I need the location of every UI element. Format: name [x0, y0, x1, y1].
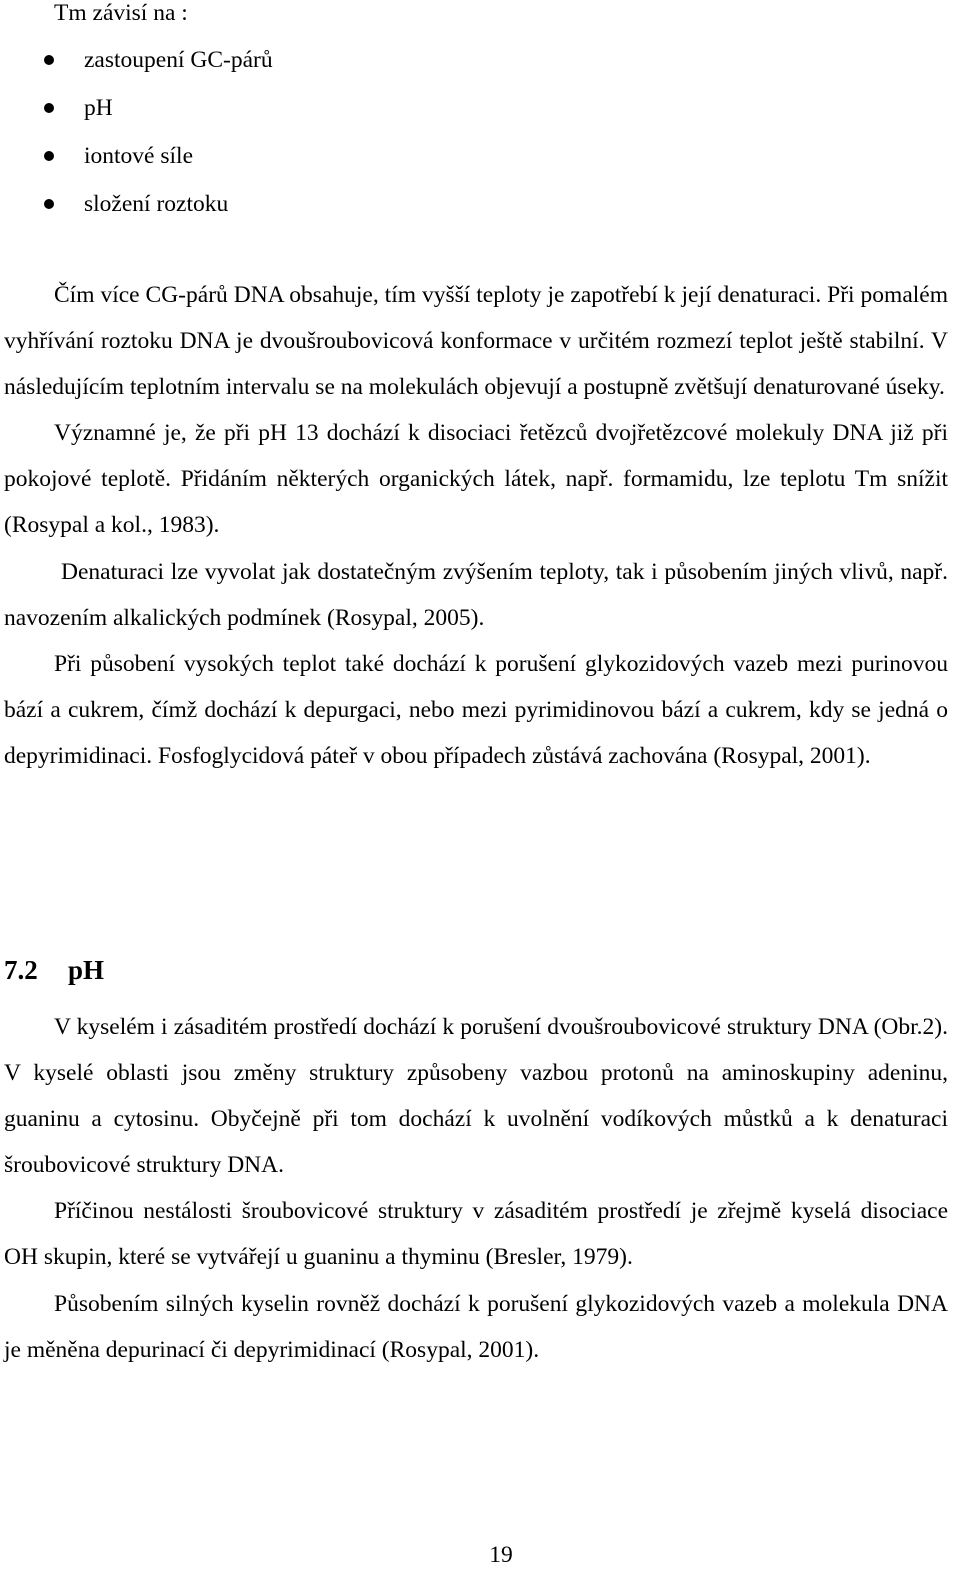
- paragraph: Příčinou nestálosti šroubovicové struktury v zásaditém prostředí je zřejmě kyselá disociace OH skupin, které se vytvářejí u guaninu a thyminu (Bresler, 1979).: [4, 1198, 948, 1271]
- bullet-icon: [44, 199, 54, 209]
- paragraph: Působením silných kyselin rovněž dochází k porušení glykozidových vazeb a molekula DNA je měněna depurinací či depyrimidinací (Rosypal, 2001).: [4, 1290, 948, 1363]
- page-number: 19: [489, 1542, 513, 1568]
- body-text: [4, 272, 948, 779]
- paragraph: Denaturaci lze vyvolat jak dostatečným zvýšením teploty, tak i působením jiných vlivů, např. navozením alkalických podmínek (Rosypal, 2005).: [4, 558, 948, 631]
- factor-list: [0, 38, 960, 230]
- section-text: [4, 1004, 948, 1373]
- paragraph: Čím více CG-párů DNA obsahuje, tím vyšší teploty je zapotřebí k její denaturaci. Při pomalém vyhřívání roztoku DNA je dvoušroubovicová konformace v určitém rozmezí teplot ještě stabilní. V následujícím teplotním intervalu se na molekulách objevují a postupně zvětšují denaturované úseky.: [4, 282, 948, 401]
- list-item: [0, 38, 960, 86]
- section-number: 7.2: [4, 955, 38, 985]
- list-item-text: složení roztoku: [84, 191, 229, 217]
- bullet-icon: [44, 103, 54, 113]
- bullet-icon: [44, 151, 54, 161]
- list-item-text: zastoupení GC-párů: [84, 47, 273, 73]
- bullet-icon: [44, 55, 54, 65]
- section-ph: [4, 942, 948, 1373]
- paragraph: V kyselém i zásaditém prostředí dochází k porušení dvoušroubovicové struktury DNA (Obr.2). V kyselé oblasti jsou změny struktury způsobeny vazbou protonů na aminoskupiny adeninu, guaninu a cytosinu. Obyčejně při tom dochází k uvolnění vodíkových můstků a k denaturaci šroubovicové struktury DNA.: [4, 1014, 948, 1179]
- list-item-text: iontové síle: [84, 143, 193, 169]
- list-item: [0, 86, 960, 134]
- list-item: [0, 182, 960, 230]
- section-title: pH: [68, 955, 105, 985]
- intro-line: Tm závisí na :: [54, 0, 188, 26]
- list-item: [0, 134, 960, 182]
- paragraph: Významné je, že při pH 13 dochází k disociaci řetězců dvojřetězcové molekuly DNA již při pokojové teplotě. Přidáním některých organických látek, např. formamidu, lze teplotu Tm snížit (Rosypal a kol., 1983).: [4, 420, 948, 539]
- paragraph: Při působení vysokých teplot také dochází k porušení glykozidových vazeb mezi purinovou bází a cukrem, čímž dochází k depurgaci, nebo mezi pyrimidinovou bází a cukrem, kdy se jedná o depyrimidinaci. Fosfoglycidová páteř v obou případech zůstává zachována (Rosypal, 2001).: [4, 650, 948, 769]
- section-heading: [4, 942, 948, 1004]
- list-item-text: pH: [84, 95, 113, 121]
